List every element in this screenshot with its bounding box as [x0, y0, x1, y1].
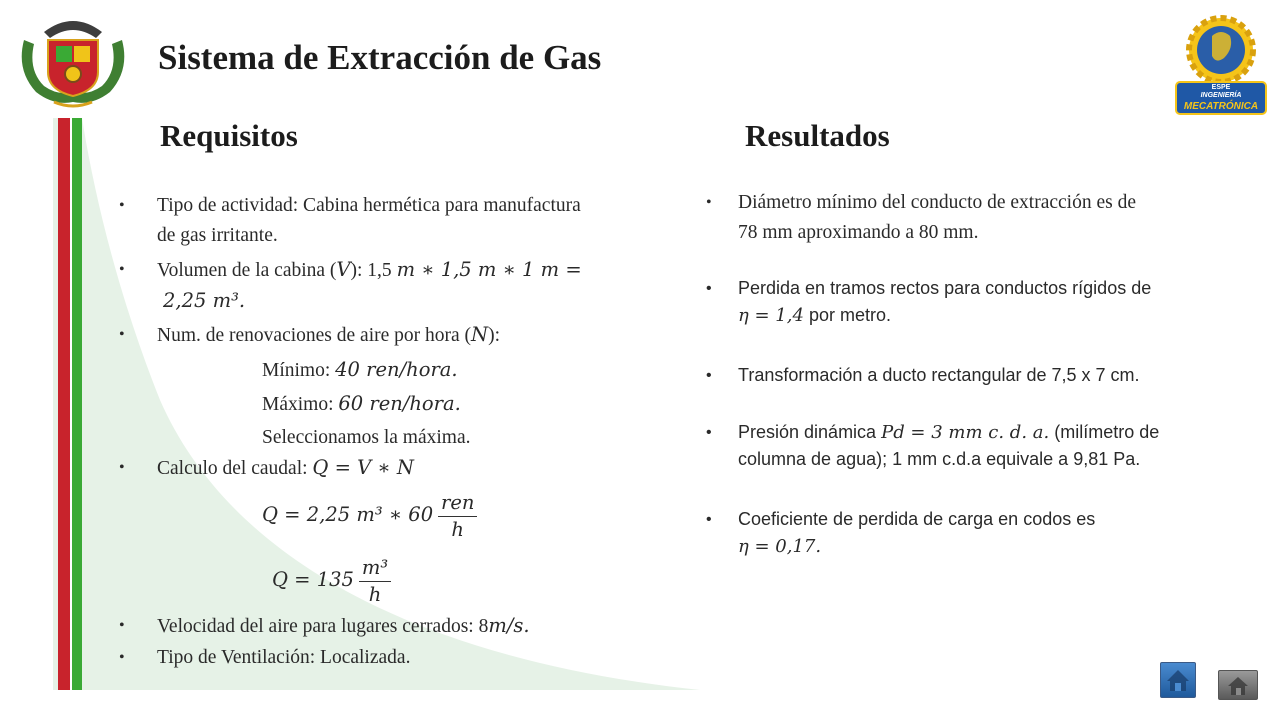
home-icon — [1219, 671, 1257, 699]
bullet-icon: • — [706, 511, 712, 528]
res-item-transformacion: • Transformación a ducto rectangular de 7,5 x 7 cm. — [738, 362, 1258, 389]
fraction: $\frac{\text{m³}}{h}$ — [359, 555, 391, 608]
res-item-presion: • Presión dinámica Pd = 3 mm c. d. a. (milímetro de columna de agua); 1 mm c.d.a equivale a 9,81 Pa. — [738, 419, 1268, 473]
req-selection: Seleccionamos la máxima. — [262, 427, 471, 448]
gear-badge-icon — [1172, 8, 1270, 116]
bullet-icon: • — [119, 459, 125, 476]
bullet-icon: • — [706, 194, 712, 211]
home-button[interactable] — [1160, 662, 1196, 698]
bullet-icon: • — [119, 326, 125, 343]
stripe-green-left — [53, 118, 58, 690]
requisitos-heading: Requisitos — [160, 118, 298, 153]
res-item-perdida-rectos: • Perdida en tramos rectos para conductos rígidos de η = 1,4 por metro. — [738, 275, 1258, 329]
bullet-icon: • — [119, 197, 125, 214]
bullet-icon: • — [706, 367, 712, 384]
coat-of-arms-logo — [14, 10, 132, 110]
fraction: $\frac{\text{ren}}{h}$ — [438, 490, 477, 543]
req-item-velocidad: • Velocidad del aire para lugares cerrados: 8m/s. — [157, 611, 530, 642]
req-min: Mínimo: 40 ren/hora. — [262, 358, 458, 381]
res-item-diametro: • Diámetro mínimo del conducto de extracción es de 78 mm aproximando a 80 mm. — [738, 188, 1258, 248]
stripe-red — [58, 118, 70, 690]
req-item-ventilacion: • Tipo de Ventilación: Localizada. — [157, 643, 410, 673]
bullet-icon: • — [119, 261, 125, 278]
badge-line3: MECATRÓNICA — [1183, 101, 1259, 112]
badge-line2: INGENIERÍA — [1200, 92, 1242, 99]
bullet-icon: • — [119, 617, 125, 634]
equation-caudal-1: Q = 2,25 m³ ∗ 60 $\frac{\text{ren}}{h}$ — [262, 490, 477, 543]
bullet-icon: • — [706, 424, 712, 441]
bullet-icon: • — [119, 649, 125, 666]
equation-caudal-2: Q = 135 $\frac{\text{m³}}{h}$ — [272, 555, 391, 608]
home-button-secondary[interactable] — [1218, 670, 1258, 700]
resultados-heading: Resultados — [745, 118, 890, 153]
home-icon — [1161, 663, 1195, 697]
stripe-white — [70, 118, 72, 690]
req-item-caudal: • Calculo del caudal: Q = V ∗ N — [157, 453, 414, 484]
page-title: Sistema de Extracción de Gas — [158, 38, 602, 77]
req-item-3: • Num. de renovaciones de aire por hora (N): — [157, 320, 697, 351]
req-item-1: • Tipo de actividad: Cabina hermética para manufactura de gas irritante. — [157, 191, 697, 251]
req-item-2: • Volumen de la cabina (V): 1,5 m ∗ 1,5 m ∗ 1 m = 2,25 m³. — [157, 255, 697, 317]
badge-line1: ESPE — [1211, 84, 1231, 91]
stripe-green — [72, 118, 82, 690]
req-max: Máximo: 60 ren/hora. — [262, 392, 461, 415]
espe-mechatronics-badge — [1172, 8, 1270, 116]
res-item-coeficiente: • Coeficiente de perdida de carga en codos es η = 0,17. — [738, 506, 1258, 560]
bullet-icon: • — [706, 280, 712, 297]
